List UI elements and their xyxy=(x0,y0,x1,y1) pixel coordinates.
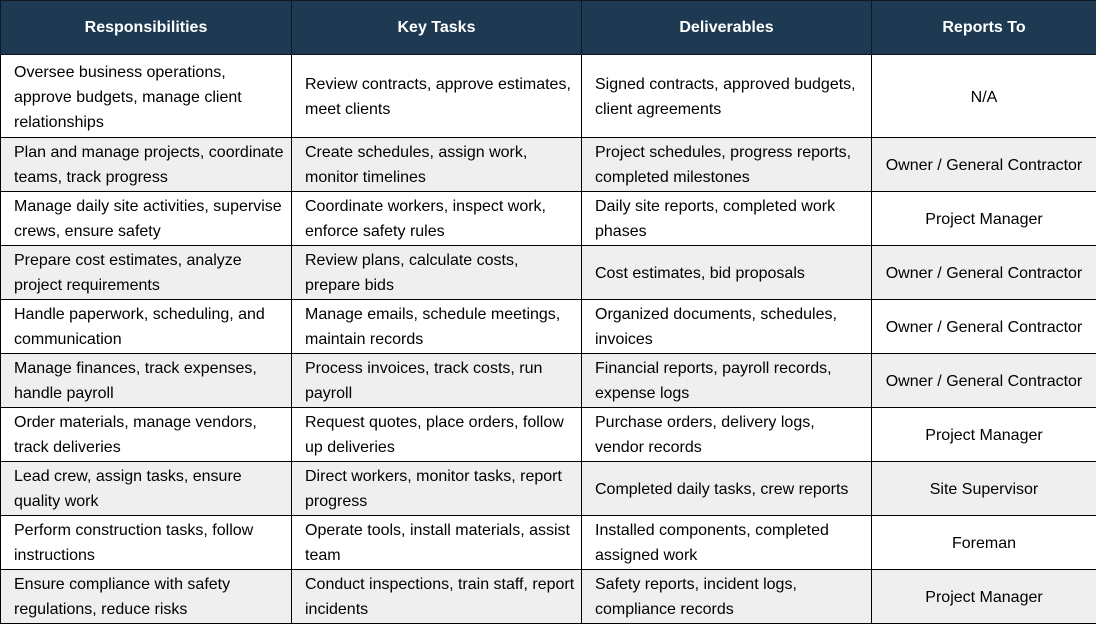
cell-reports-to: Project Manager xyxy=(872,408,1096,462)
cell-key-tasks: Conduct inspections, train staff, report incidents xyxy=(292,570,582,624)
cell-responsibilities: Order materials, manage vendors, track deliveries xyxy=(1,408,292,462)
header-deliverables: Deliverables xyxy=(582,1,872,55)
cell-key-tasks: Create schedules, assign work, monitor timelines xyxy=(292,138,582,192)
table-row xyxy=(1,516,1096,570)
table-row xyxy=(1,192,1096,246)
table-row xyxy=(1,408,1096,462)
header-responsibilities: Responsibilities xyxy=(1,1,292,55)
cell-reports-to: Owner / General Contractor xyxy=(872,300,1096,354)
cell-deliverables: Safety reports, incident logs, compliance records xyxy=(582,570,872,624)
cell-deliverables: Project schedules, progress reports, completed milestones xyxy=(582,138,872,192)
table-body xyxy=(1,55,1096,624)
cell-deliverables: Installed components, completed assigned work xyxy=(582,516,872,570)
cell-responsibilities: Oversee business operations, approve budgets, manage client relationships xyxy=(1,55,292,138)
cell-deliverables: Daily site reports, completed work phases xyxy=(582,192,872,246)
cell-key-tasks: Review contracts, approve estimates, meet clients xyxy=(292,55,582,138)
header-key-tasks: Key Tasks xyxy=(292,1,582,55)
table-header xyxy=(1,1,1096,55)
cell-reports-to: Owner / General Contractor xyxy=(872,138,1096,192)
table-row xyxy=(1,55,1096,138)
cell-responsibilities: Manage finances, track expenses, handle payroll xyxy=(1,354,292,408)
cell-deliverables: Financial reports, payroll records, expense logs xyxy=(582,354,872,408)
table-row xyxy=(1,570,1096,624)
cell-key-tasks: Coordinate workers, inspect work, enforce safety rules xyxy=(292,192,582,246)
table-row xyxy=(1,462,1096,516)
cell-reports-to: Owner / General Contractor xyxy=(872,246,1096,300)
cell-responsibilities: Perform construction tasks, follow instructions xyxy=(1,516,292,570)
cell-key-tasks: Operate tools, install materials, assist team xyxy=(292,516,582,570)
cell-key-tasks: Manage emails, schedule meetings, maintain records xyxy=(292,300,582,354)
cell-responsibilities: Ensure compliance with safety regulations, reduce risks xyxy=(1,570,292,624)
cell-responsibilities: Prepare cost estimates, analyze project requirements xyxy=(1,246,292,300)
cell-reports-to: N/A xyxy=(872,55,1096,138)
cell-key-tasks: Direct workers, monitor tasks, report progress xyxy=(292,462,582,516)
cell-responsibilities: Manage daily site activities, supervise crews, ensure safety xyxy=(1,192,292,246)
cell-deliverables: Completed daily tasks, crew reports xyxy=(582,462,872,516)
cell-key-tasks: Process invoices, track costs, run payroll xyxy=(292,354,582,408)
cell-deliverables: Cost estimates, bid proposals xyxy=(582,246,872,300)
cell-deliverables: Signed contracts, approved budgets, client agreements xyxy=(582,55,872,138)
cell-key-tasks: Request quotes, place orders, follow up deliveries xyxy=(292,408,582,462)
table-row xyxy=(1,138,1096,192)
cell-deliverables: Organized documents, schedules, invoices xyxy=(582,300,872,354)
table-row xyxy=(1,354,1096,408)
cell-responsibilities: Lead crew, assign tasks, ensure quality work xyxy=(1,462,292,516)
cell-key-tasks: Review plans, calculate costs, prepare bids xyxy=(292,246,582,300)
cell-responsibilities: Plan and manage projects, coordinate teams, track progress xyxy=(1,138,292,192)
cell-reports-to: Project Manager xyxy=(872,570,1096,624)
cell-reports-to: Foreman xyxy=(872,516,1096,570)
header-reports-to: Reports To xyxy=(872,1,1096,55)
cell-reports-to: Project Manager xyxy=(872,192,1096,246)
cell-deliverables: Purchase orders, delivery logs, vendor records xyxy=(582,408,872,462)
table-row xyxy=(1,246,1096,300)
table-row xyxy=(1,300,1096,354)
cell-responsibilities: Handle paperwork, scheduling, and communication xyxy=(1,300,292,354)
cell-reports-to: Site Supervisor xyxy=(872,462,1096,516)
header-row xyxy=(1,1,1096,55)
cell-reports-to: Owner / General Contractor xyxy=(872,354,1096,408)
